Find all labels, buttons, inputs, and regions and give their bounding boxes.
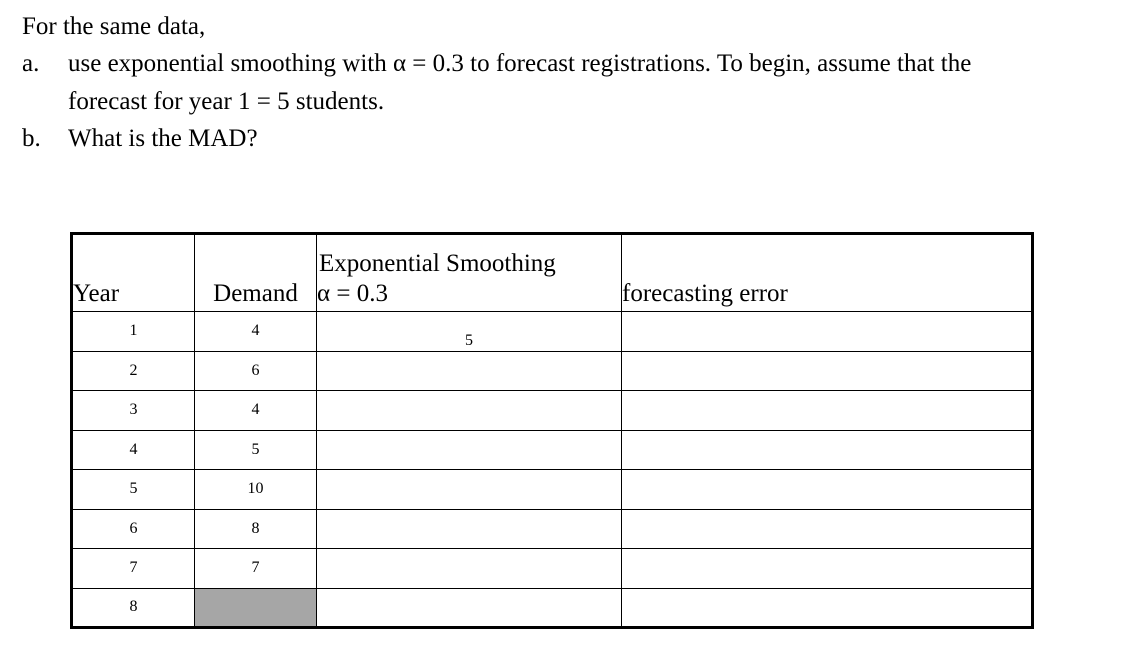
forecast-table <box>70 232 1034 629</box>
table-row <box>72 470 1033 510</box>
header-demand: Demand <box>195 234 317 312</box>
cell-year: 4 <box>72 430 195 470</box>
cell-forecast[interactable] <box>317 509 622 549</box>
cell-error[interactable] <box>622 430 1033 470</box>
cell-error[interactable] <box>622 391 1033 431</box>
cell-forecast[interactable] <box>317 312 622 352</box>
header-year: Year <box>72 234 195 312</box>
cell-demand: 7 <box>195 549 317 589</box>
part-b-line-1: What is the MAD? <box>68 125 258 152</box>
cell-year: 8 <box>72 588 195 628</box>
cell-forecast[interactable] <box>317 351 622 391</box>
cell-demand: 10 <box>195 470 317 510</box>
header-exp-line-2: α = 0.3 <box>317 280 388 307</box>
cell-error[interactable] <box>622 509 1033 549</box>
cell-forecast-value: 5 <box>465 332 473 350</box>
table-row <box>72 509 1033 549</box>
cell-demand-shaded <box>195 588 317 628</box>
table-row <box>72 391 1033 431</box>
cell-demand: 8 <box>195 509 317 549</box>
header-exponential-smoothing <box>317 234 622 312</box>
cell-year: 5 <box>72 470 195 510</box>
table-row <box>72 588 1033 628</box>
cell-year: 7 <box>72 549 195 589</box>
cell-demand: 4 <box>195 312 317 352</box>
cell-error[interactable] <box>622 351 1033 391</box>
cell-forecast[interactable] <box>317 549 622 589</box>
part-a-marker: a. <box>22 50 40 77</box>
cell-error[interactable] <box>622 470 1033 510</box>
cell-forecast[interactable] <box>317 391 622 431</box>
header-forecasting-error: forecasting error <box>622 234 1033 312</box>
cell-demand: 4 <box>195 391 317 431</box>
cell-year: 6 <box>72 509 195 549</box>
cell-error[interactable] <box>622 549 1033 589</box>
cell-forecast[interactable] <box>317 588 622 628</box>
table-row <box>72 351 1033 391</box>
table-row <box>72 312 1033 352</box>
question-intro: For the same data, <box>22 13 206 40</box>
part-b-marker: b. <box>22 125 41 152</box>
cell-demand: 5 <box>195 430 317 470</box>
table-row <box>72 430 1033 470</box>
cell-year: 3 <box>72 391 195 431</box>
header-exp-line-1: Exponential Smoothing <box>319 250 556 277</box>
part-a-line-2: forecast for year 1 = 5 students. <box>68 88 385 115</box>
cell-forecast[interactable] <box>317 470 622 510</box>
table-header-row <box>72 234 1033 312</box>
cell-year: 1 <box>72 312 195 352</box>
cell-year: 2 <box>72 351 195 391</box>
table-row <box>72 549 1033 589</box>
cell-forecast[interactable] <box>317 430 622 470</box>
cell-demand: 6 <box>195 351 317 391</box>
cell-error[interactable] <box>622 588 1033 628</box>
part-a-line-1: use exponential smoothing with α = 0.3 to forecast registrations. To begin, assume that the <box>68 50 972 77</box>
cell-error[interactable] <box>622 312 1033 352</box>
